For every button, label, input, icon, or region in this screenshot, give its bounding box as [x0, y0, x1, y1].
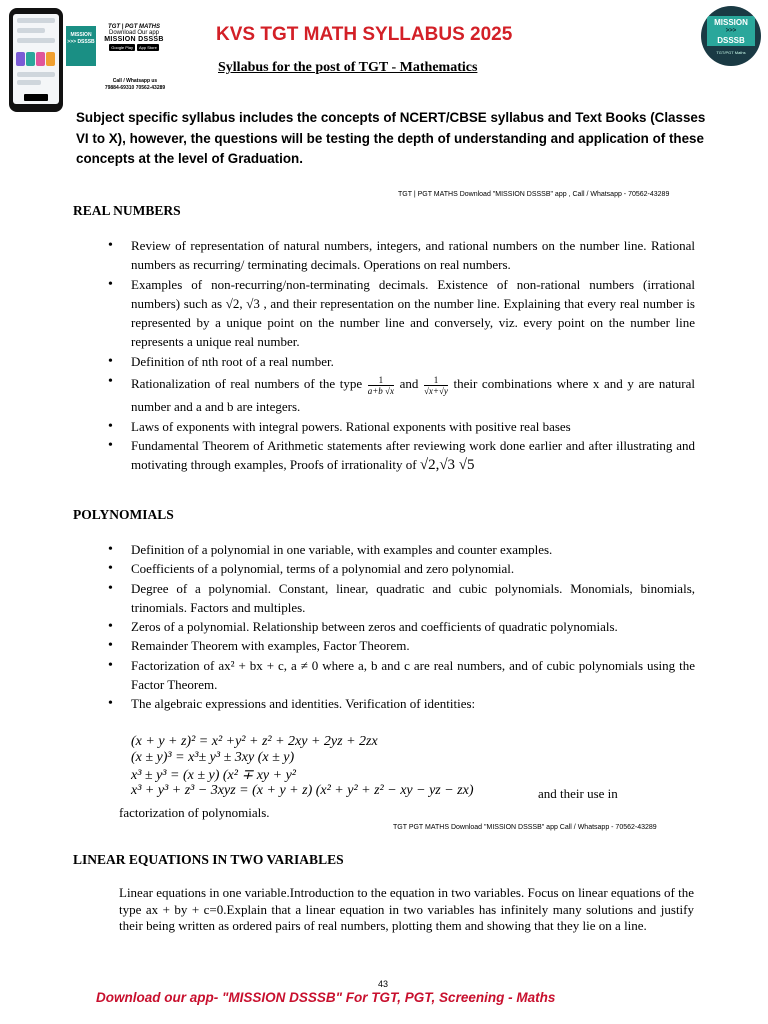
list-item: • Examples of non-recurring/non-terminating decimals. Existence of non-rational numbers (irrational numbers) such as √2, √3 , and their representation on the number line. Explaining that every real number is represented by a unique point on the number line and conversely, viz. every point on the number line represents a unique real number. [131, 275, 695, 352]
app-promo-block [66, 24, 166, 91]
identity-4: x³ + y³ + z³ − 3xyz = (x + y + z) (x² + y² + z² − xy − yz − zx) [131, 783, 474, 798]
identity-3: x³ ± y³ = (x ± y) (x² ∓ xy + y² [131, 768, 296, 783]
list-item: • Laws of exponents with integral powers. Rational exponents with positive real bases [131, 417, 695, 436]
watermark-line-1: TGT | PGT MATHS Download "MISSION DSSSB" app , Call / Whatsapp - 70562-43289 [398, 191, 670, 198]
section-heading-real-numbers: REAL NUMBERS [73, 203, 181, 218]
identity-1: (x + y + z)² = x² +y² + z² + 2xy + 2yz + 2zx [131, 734, 378, 749]
page-number: 43 [378, 979, 389, 989]
promo-line-2: Download Our app [108, 30, 160, 36]
fraction-2: $\frac{1}{√x+√y}$ [423, 374, 448, 396]
list-item: • The algebraic expressions and identities. Verification of identities: [131, 694, 695, 713]
list-item: • Factorization of ax² + bx + c, a ≠ 0 where a, b and c are real numbers, and of cubic polynomials using the Factor Theorem. [131, 656, 695, 695]
intro-paragraph: Subject specific syllabus includes the concepts of NCERT/CBSE syllabus and Text Books (Classes VI to X), however, the questions will be testing the depth of understanding and application of these concepts at the level of Graduation. [76, 110, 706, 166]
rationalization-text-a: Rationalization of real numbers of the type [131, 376, 363, 392]
list-item: • Degree of a polynomial. Constant, linear, quadratic and cubic polynomials. Monomials, binomials, trinomials. Factors and multiples. [131, 579, 695, 618]
footer-promo: Download our app- "MISSION DSSSB" For TGT, PGT, Screening - Maths [96, 990, 556, 1005]
list-item: • Coefficients of a polynomial, terms of a polynomial and zero polynomial. [131, 559, 695, 578]
real-numbers-list [131, 236, 695, 475]
list-item: • Zeros of a polynomial. Relationship between zeros and coefficients of quadratic polynomials. [131, 617, 695, 636]
list-item: • Review of representation of natural numbers, integers, and rational numbers on the number line. Rational numbers as recurring/ terminating decimals. Operations on real numbers. [131, 236, 695, 275]
identity-end: factorization of polynomials. [119, 805, 270, 820]
list-item: • Rationalization of real numbers of the type $\frac{1}{a+b √x}$ and $\frac{1}{√x+√y}$ their combinations where x and y are natural number and a and b are integers. [131, 371, 695, 417]
list-item: • Fundamental Theorem of Arithmetic statements after reviewing work done earlier and after illustrating and motivating through examples, Proofs of irrationality of √2,√3 √5 [131, 436, 695, 476]
list-item: • Definition of nth root of a real number. [131, 352, 695, 371]
polynomials-list [131, 540, 695, 714]
promo-line-1: TGT | PGT MATHS [108, 24, 160, 30]
app-phone-icon [9, 8, 63, 112]
mission-dsssb-badge: MISSION >>> DSSSB TGT/PGT Maths [701, 6, 761, 66]
page-subtitle: Syllabus for the post of TGT - Mathematics [218, 60, 478, 75]
promo-contact: Call / Whatsapp us 79884-69310 70562-43289 [104, 78, 166, 91]
page-title: KVS TGT MATH SYLLABUS 2025 [216, 24, 513, 45]
list-item: • Remainder Theorem with examples, Factor Theorem. [131, 636, 695, 655]
identity-tail: and their use in [538, 786, 618, 801]
section-heading-polynomials: POLYNOMIALS [73, 507, 174, 522]
fraction-1: $\frac{1}{a+b √x}$ [367, 374, 394, 396]
section-heading-linear-equations: LINEAR EQUATIONS IN TWO VARIABLES [73, 852, 344, 867]
identity-2: (x ± y)³ = x³± y³ ± 3xy (x ± y) [131, 750, 295, 765]
rationalization-text-b: their combinations where x and y are natural number and a and b are integers. [131, 376, 696, 414]
watermark-line-2: TGT PGT MATHS Download "MISSION DSSSB" app Call / Whatsapp - 70562-43289 [393, 824, 657, 831]
app-store-badge[interactable]: App Store [139, 45, 157, 50]
mission-dsssb-logo: MISSION >>> DSSSB [66, 26, 96, 66]
list-item: • Definition of a polynomial in one variable, with examples and counter examples. [131, 540, 695, 559]
promo-line-3: MISSION DSSSB [104, 36, 164, 43]
google-play-badge[interactable]: Google Play [111, 45, 133, 50]
linear-equations-paragraph: Linear equations in one variable.Introduction to the equation in two variables. Focus on linear equations of the type ax + by + c=0.Explain that a linear equation in two variables has infinitely many solutions and justify their being written as ordered pairs of real numbers, plotting them and showing that they lie on a line. [119, 885, 694, 933]
